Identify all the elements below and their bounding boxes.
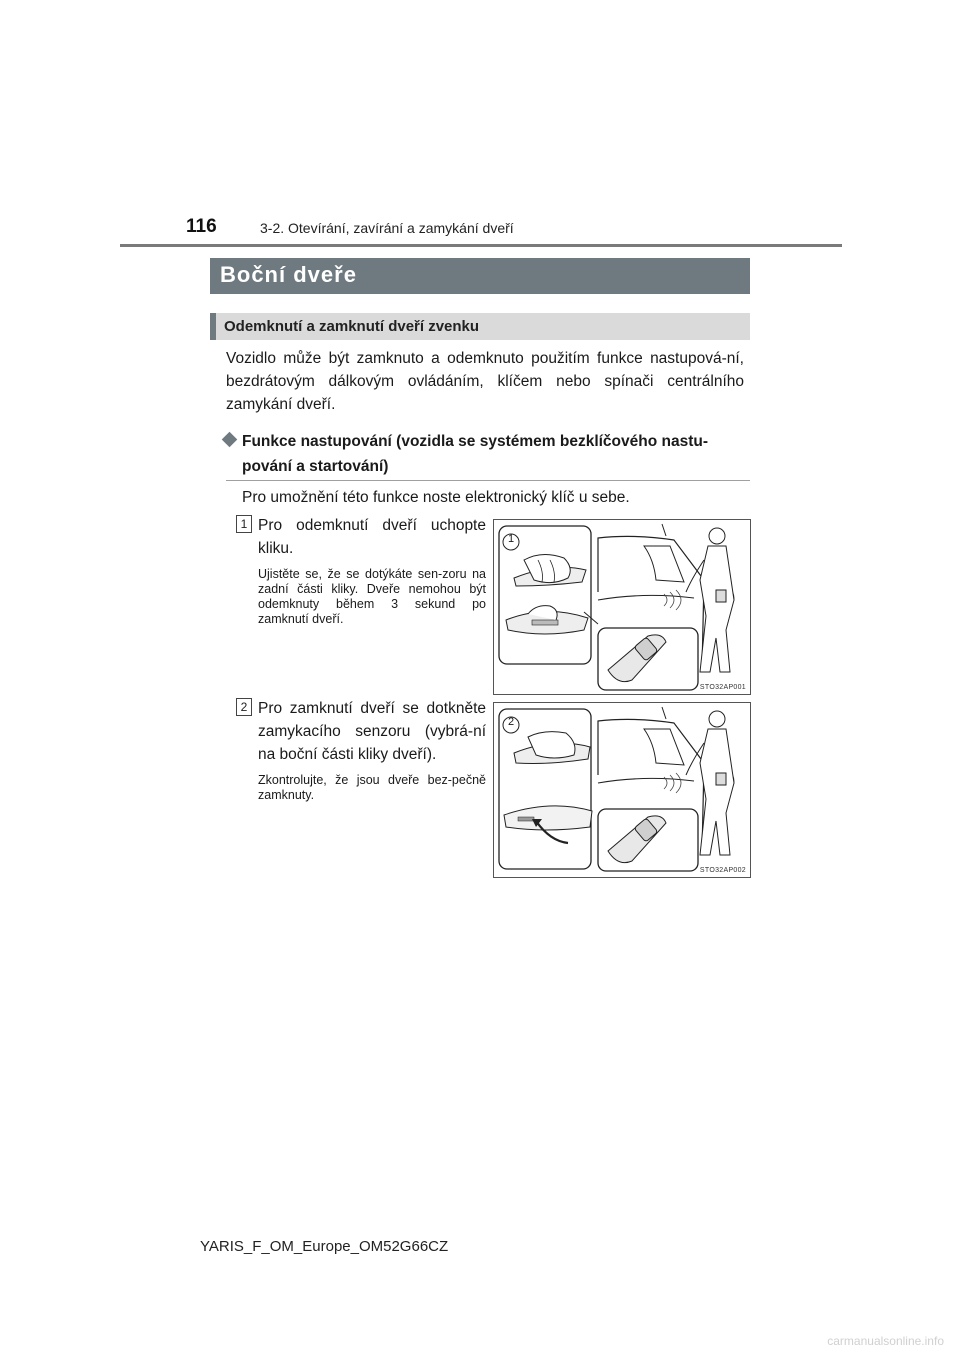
diamond-bullet-icon	[222, 432, 238, 448]
subsection-title: Odemknutí a zamknutí dveří zvenku	[224, 318, 480, 335]
step-number-badge: 1	[236, 515, 252, 533]
document-id: YARIS_F_OM_Europe_OM52G66CZ	[200, 1238, 449, 1255]
intro-paragraph: Vozidlo může být zamknuto a odemknuto použitím funkce nastupová-ní, bezdrátovým dálkovým ovládáním, klíčem nebo spínači centrálního zamykání dveří.	[226, 350, 744, 413]
step-1-illustration	[493, 519, 751, 695]
figure-label: 2	[508, 716, 515, 728]
step-number-badge: 2	[236, 698, 252, 716]
subsection-accent	[210, 313, 216, 340]
step-1-instruction: Pro odemknutí dveří uchopte kliku.	[258, 517, 486, 557]
header-divider	[120, 244, 842, 247]
section-title: Boční dveře	[220, 262, 357, 287]
feature-divider	[226, 480, 750, 481]
lock-door-illustration	[494, 703, 750, 877]
step-1-note: Ujistěte se, že se dotýkáte sen-zoru na zadní části kliky. Dveře nemohou být odemknuty během 3 sekund po zamknutí dveří.	[258, 567, 486, 626]
figure-code: STO32AP002	[699, 867, 746, 874]
feature-heading: Funkce nastupování (vozidla se systémem bezklíčového nastu-pování a startování)	[242, 433, 708, 475]
page-number: 116	[186, 216, 217, 237]
step-2-instruction: Pro zamknutí dveří se dotkněte zamykacího senzoru (vybrá-ní na boční části kliky dveří).	[258, 700, 486, 763]
figure-label: 1	[508, 533, 515, 545]
feature-text: Pro umožnění této funkce noste elektronický klíč u sebe.	[242, 489, 630, 506]
step-2-illustration	[493, 702, 751, 878]
step-2-note: Zkontrolujte, že jsou dveře bez-pečně zamknuty.	[258, 773, 486, 802]
figure-code: STO32AP001	[699, 684, 746, 691]
breadcrumb: 3-2. Otevírání, zavírání a zamykání dveří	[260, 220, 514, 236]
watermark: carmanualsonline.info	[827, 1334, 944, 1348]
unlock-door-illustration	[494, 520, 750, 694]
